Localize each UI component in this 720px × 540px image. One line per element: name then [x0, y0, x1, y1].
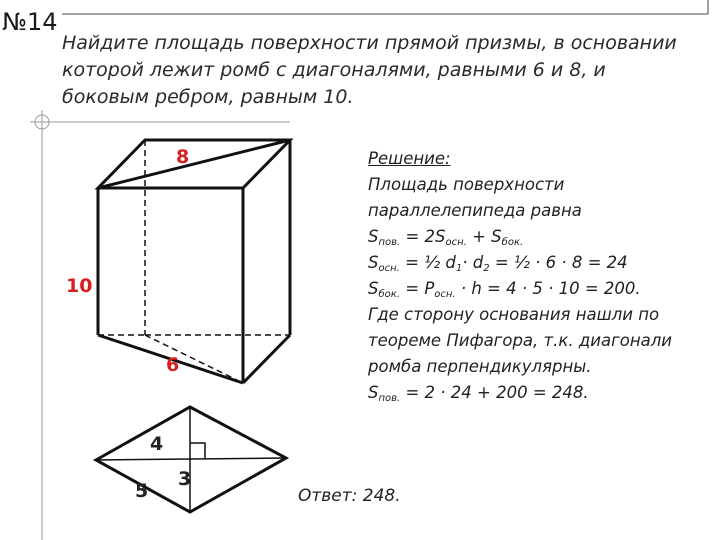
- label-half-diagonal-4: 4: [150, 433, 164, 455]
- top-diagonal: [98, 140, 290, 188]
- formula-surface: $S_{пов.} = 2S_{осн.} + S_{бок.}$: [368, 227, 524, 248]
- answer-text: Ответ: 248.: [298, 486, 401, 506]
- solution-line: Где сторону основания нашли по: [368, 305, 660, 324]
- label-edge-10: 10: [66, 275, 93, 297]
- rhombus-diagonal: [96, 458, 286, 460]
- bottom-diagonal: [145, 335, 243, 383]
- solution-line: параллелепипеда равна: [368, 201, 582, 220]
- formula-result: $S_{пов.} = 2 \cdot 24 + 200 = 248$.: [368, 383, 589, 404]
- right-angle-mark: [190, 443, 205, 458]
- task-line: боковым ребром, равным 10.: [62, 86, 354, 108]
- task-line: Найдите площадь поверхности прямой призмы, в основании: [62, 32, 677, 54]
- solution-title: Решение:: [368, 149, 451, 168]
- solution-line: теореме Пифагора, т.к. диагонали: [368, 331, 673, 350]
- formula-lateral-area: $S_{бок.} = P_{осн.} \cdot h = 4 \cdot 5 \cdot 10 = 200$.: [368, 279, 641, 300]
- prism-bottom-edge: [243, 335, 290, 383]
- task-line: которой лежит ромб с диагоналями, равными 6 и 8, и: [62, 59, 606, 81]
- task-number: №14: [2, 8, 58, 36]
- formula-base-area: $S_{осн.}$ = ½ $d_1\cdot d_2$ = ½ · 6 · 8 = 24: [368, 253, 628, 274]
- label-diagonal-6: 6: [166, 354, 180, 376]
- solution-text: [368, 146, 718, 406]
- label-half-diagonal-3: 3: [178, 468, 192, 490]
- label-side-5: 5: [135, 480, 149, 502]
- solution-line: Площадь поверхности: [368, 175, 565, 194]
- label-diagonal-8: 8: [176, 146, 190, 168]
- solution-line: ромба перпендикулярны.: [368, 357, 592, 376]
